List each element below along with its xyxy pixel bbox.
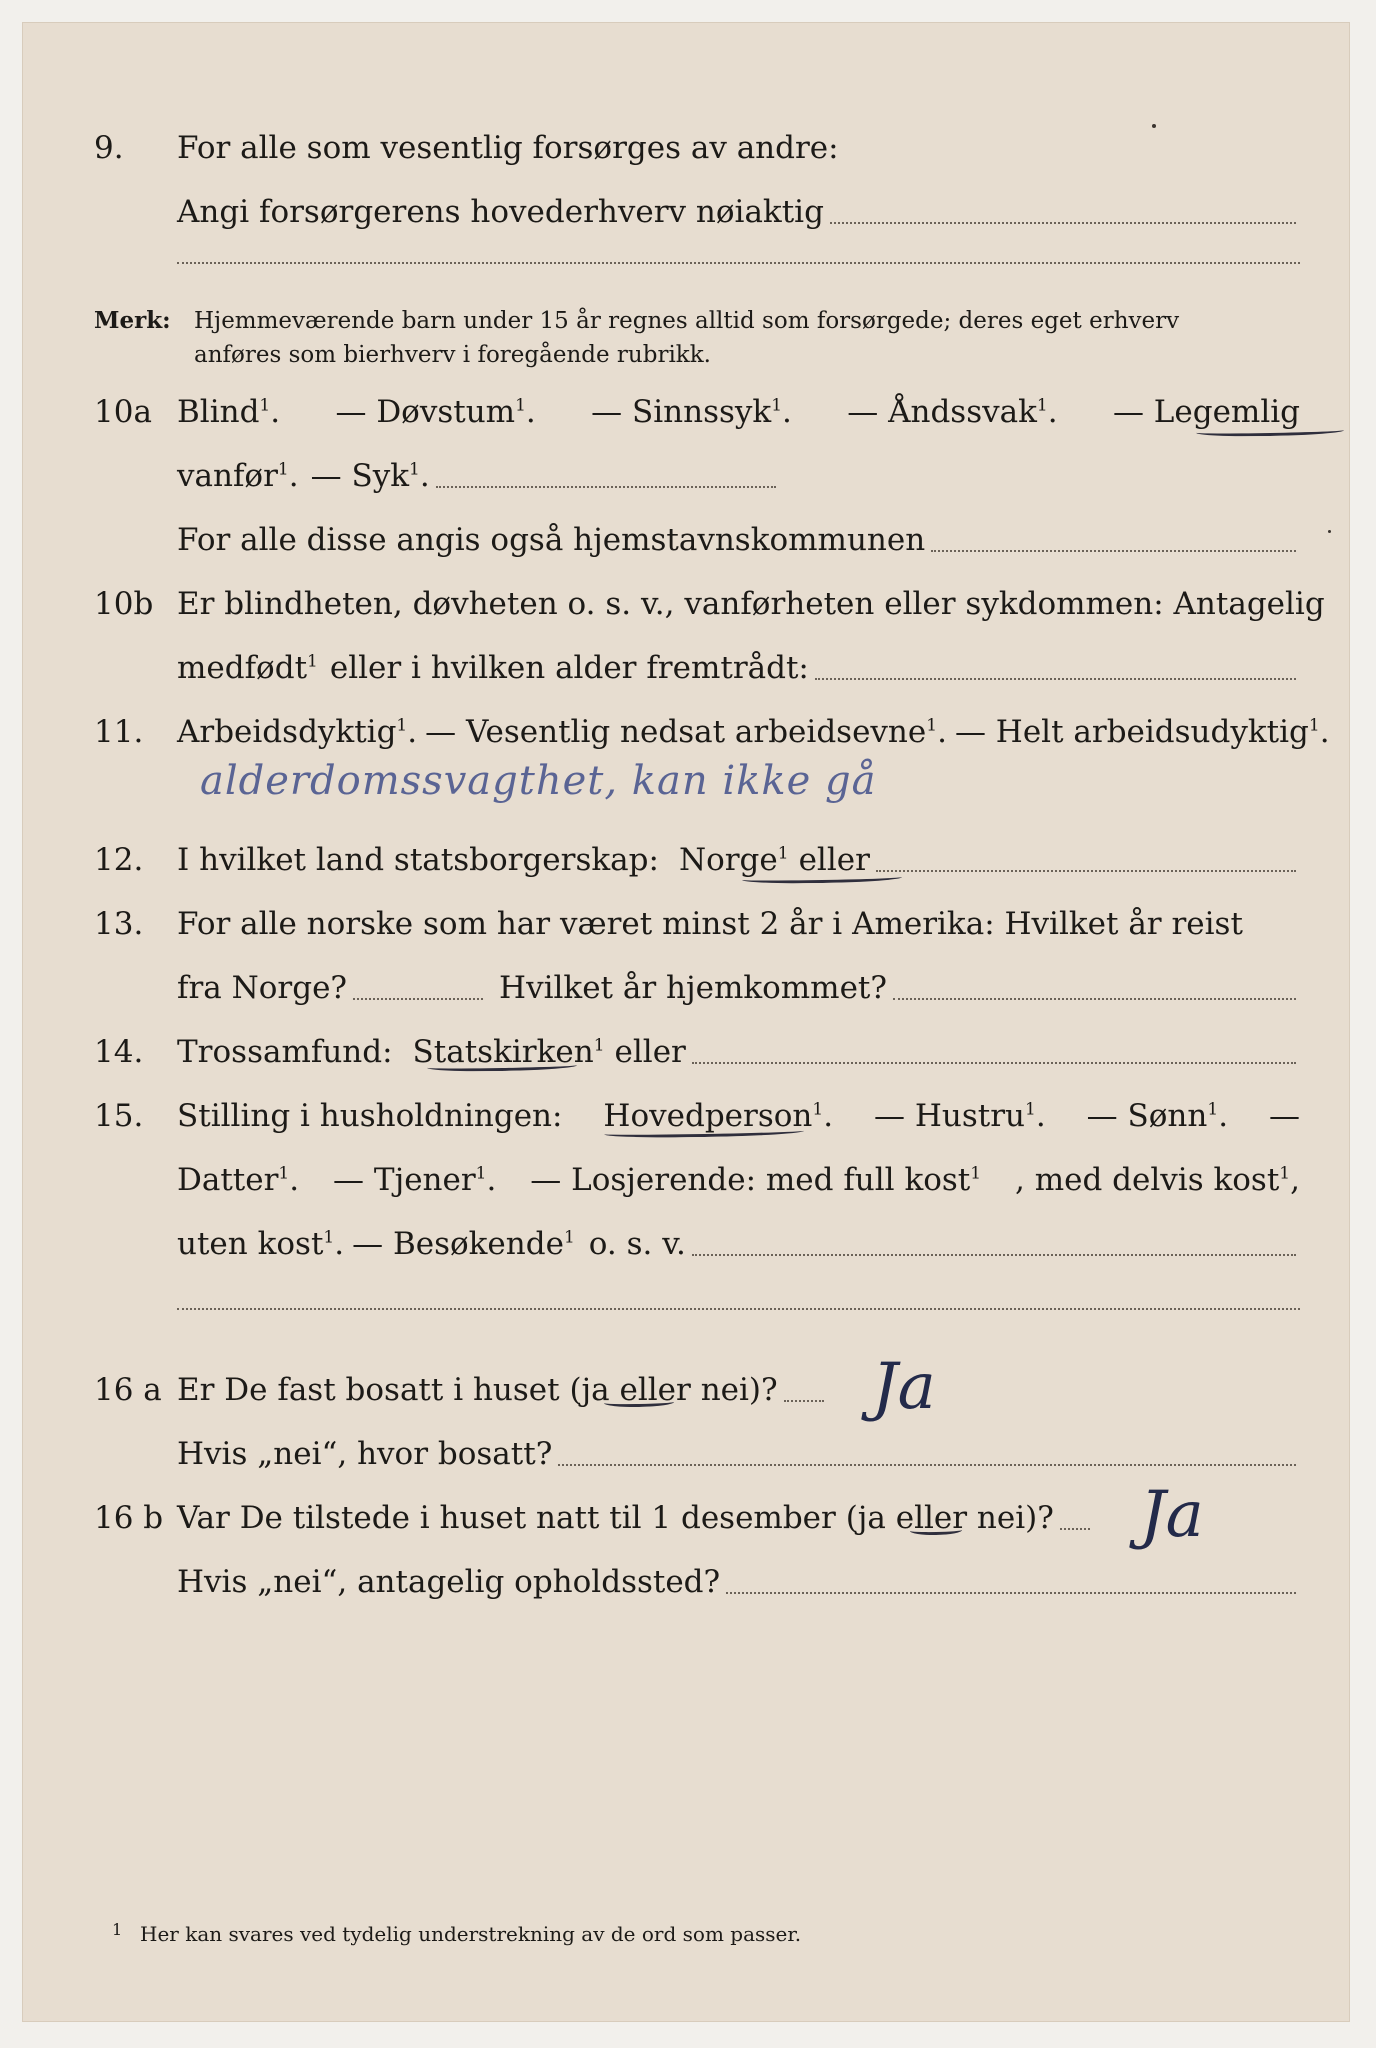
option-besokende[interactable]: — Besøkende$^1$	[352, 1226, 575, 1262]
option-blind[interactable]: Blind$^1$.	[177, 394, 281, 430]
q16b-answer-field[interactable]	[1060, 1528, 1090, 1530]
q16b-number: 16 b	[94, 1500, 164, 1536]
option-statskirken[interactable]: Statskirken$^1$	[412, 1034, 605, 1070]
q9-answer-field[interactable]	[830, 222, 1296, 224]
q16a-text: Er De fast bosatt i huset (ja eller nei)?	[177, 1372, 778, 1408]
q14-eller: eller	[614, 1034, 686, 1070]
option-vanfor[interactable]: vanfør$^1$.	[177, 458, 299, 494]
q13-hjemkommet-text: Hvilket år hjemkommet?	[499, 970, 888, 1006]
option-dovstum[interactable]: — Døvstum$^1$.	[335, 394, 536, 430]
footnote-text: Her kan svares ved tydelig understrekning av de ord som passer.	[140, 1922, 802, 1946]
q13-hjemkommet-field[interactable]	[893, 998, 1296, 1000]
q13-reist-field[interactable]	[353, 998, 483, 1000]
q9-answer-field-2[interactable]	[177, 262, 1300, 264]
q10a-answer-field[interactable]	[436, 486, 776, 488]
q13-number: 13.	[94, 906, 144, 942]
option-andssvak[interactable]: — Åndssvak$^1$.	[847, 394, 1058, 430]
q13-reist-text: fra Norge?	[177, 970, 348, 1006]
option-full-kost[interactable]: — Losjerende: med full kost$^1$	[530, 1162, 982, 1198]
q16a-hvor-text: Hvis „nei“, hvor bosatt?	[177, 1436, 553, 1472]
q14-number: 14.	[94, 1034, 144, 1070]
option-tjener[interactable]: — Tjener$^1$.	[333, 1162, 497, 1198]
q15-osv: o. s. v.	[588, 1226, 686, 1262]
option-arbeidsdyktig[interactable]: Arbeidsdyktig$^1$.	[177, 714, 418, 750]
merk-label: Merk:	[94, 307, 171, 334]
q12-answer-field[interactable]	[876, 870, 1296, 872]
option-arbeidsudyktig[interactable]: — Helt arbeidsudyktig$^1$.	[954, 714, 1330, 750]
q16a-answer-field[interactable]	[784, 1400, 824, 1402]
q9-text: For alle som vesentlig forsørges av andre:	[177, 130, 839, 166]
q15-text: Stilling i husholdningen:	[177, 1098, 563, 1134]
q16b-text: Var De tilstede i huset natt til 1 desember (ja eller nei)?	[177, 1500, 1054, 1536]
option-nedsat-arbeidsevne[interactable]: — Vesentlig nedsat arbeidsevne$^1$.	[425, 714, 947, 750]
q12-number: 12.	[94, 842, 144, 878]
ink-speck	[1328, 530, 1331, 533]
q10a-hjemstavn-text: For alle disse angis også hjemstavnskommunen	[177, 522, 926, 558]
q16b-opholdssted-field[interactable]	[726, 1592, 1296, 1594]
q10b-alder-text: eller i hvilken alder fremtrådt:	[329, 650, 809, 686]
q16b-handwritten-answer: Ja	[1140, 1478, 1204, 1552]
q15-answer-field-2[interactable]	[177, 1308, 1300, 1310]
q16a-hvor-field[interactable]	[558, 1464, 1296, 1466]
option-uten-kost[interactable]: uten kost$^1$.	[177, 1226, 345, 1262]
q10b-answer-field[interactable]	[815, 678, 1296, 680]
q14-text: Trossamfund:	[177, 1034, 393, 1070]
option-datter[interactable]: Datter$^1$.	[177, 1162, 300, 1198]
q9-number: 9.	[94, 130, 124, 166]
q15-answer-field[interactable]	[692, 1254, 1296, 1256]
q12-eller: eller	[798, 842, 870, 878]
q11-number: 11.	[94, 714, 144, 750]
merk-text-1: Hjemmeværende barn under 15 år regnes alltid som forsørgede; deres eget erhverv	[194, 308, 1180, 334]
footnote	[112, 1920, 802, 1946]
merk-note	[94, 304, 1300, 372]
option-syk[interactable]: — Syk$^1$.	[310, 458, 430, 494]
option-sinnssyk[interactable]: — Sinnssyk$^1$.	[591, 394, 792, 430]
q14-answer-field[interactable]	[692, 1062, 1296, 1064]
q16b-opholdssted-text: Hvis „nei“, antagelig opholdssted?	[177, 1564, 721, 1600]
census-form-page	[22, 22, 1350, 2022]
option-hustru[interactable]: — Hustru$^1$.	[874, 1098, 1046, 1134]
q16a-handwritten-answer: Ja	[872, 1350, 936, 1424]
q13-text: For alle norske som har været minst 2 år i Amerika: Hvilket år reist	[177, 906, 1243, 942]
option-norge[interactable]: Norge$^1$	[678, 842, 789, 878]
option-hovedperson[interactable]: Hovedperson$^1$.	[603, 1098, 834, 1134]
option-delvis-kost[interactable]: , med delvis kost$^1$,	[1015, 1162, 1300, 1198]
q10b-text: Er blindheten, døvheten o. s. v., vanførheten eller sykdommen: Antagelig	[177, 586, 1325, 622]
q15-dash: —	[1269, 1098, 1300, 1134]
ink-speck	[1152, 124, 1156, 128]
q16a-number: 16 a	[94, 1372, 162, 1408]
option-legemlig[interactable]: — Legemlig	[1112, 394, 1300, 430]
option-sonn[interactable]: — Sønn$^1$.	[1086, 1098, 1229, 1134]
q10b-number: 10b	[94, 586, 154, 622]
q9-provider-text: Angi forsørgerens hovederhverv nøiaktig	[177, 194, 824, 230]
q11-handwritten-answer: alderdomssvagthet, kan ikke gå	[200, 758, 877, 804]
footnote-marker: 1	[112, 1920, 123, 1939]
option-medfodt[interactable]: medfødt$^1$	[177, 650, 318, 686]
merk-text-2: anføres som bierhverv i foregående rubrikk.	[194, 342, 711, 368]
q12-text: I hvilket land statsborgerskap:	[177, 842, 659, 878]
q10a-number: 10a	[94, 394, 152, 430]
hjemstavn-field[interactable]	[931, 550, 1296, 552]
q15-number: 15.	[94, 1098, 144, 1134]
